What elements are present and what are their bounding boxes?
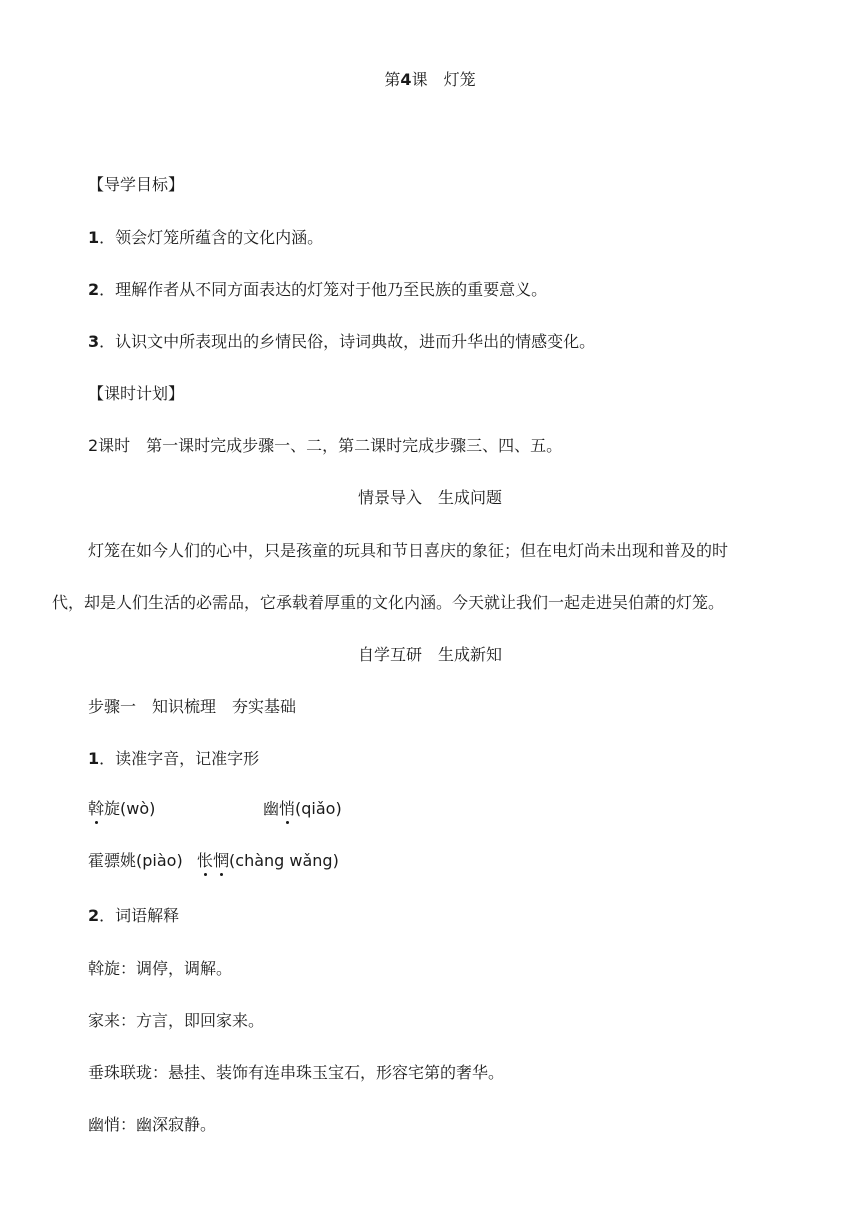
definition-item: 斡旋：调停，调解。 [88,959,233,978]
pronunciation-item: 怅惘(chàng wǎng) [197,851,339,870]
objective-item: 1．领会灯笼所蕴含的文化内涵。 [88,228,324,247]
pronunciation-item: 幽悄(qiǎo) [263,799,342,818]
objective-item: 3．认识文中所表现出的乡情民俗，诗词典故，进而升华出的情感变化。 [88,332,596,351]
definition-item: 垂珠联珑：悬挂、装饰有连串珠玉宝石，形容宅第的奢华。 [88,1063,505,1082]
objective-item: 2．理解作者从不同方面表达的灯笼对于他乃至民族的重要意义。 [88,280,548,299]
objectives-heading: 【导学目标】 [88,175,185,194]
plan-text: 2课时 第一课时完成步骤一、二，第二课时完成步骤三、四、五。 [88,436,563,455]
step-heading: 步骤一 知识梳理 夯实基础 [88,697,297,716]
intro-paragraph-line: 灯笼在如今人们的心中，只是孩童的玩具和节日喜庆的象征；但在电灯尚未出现和普及的时 [88,541,729,560]
definition-item: 幽悄：幽深寂静。 [88,1115,217,1134]
page-title: 第4课 灯笼 [384,70,476,89]
section-heading-intro: 情景导入 生成问题 [357,488,502,507]
definition-item: 家来：方言，即回家来。 [88,1011,265,1030]
question-heading: 1．读准字音，记准字形 [88,749,260,768]
question-heading: 2．词语解释 [88,906,180,925]
section-heading-selfstudy: 自学互研 生成新知 [357,645,502,664]
pronunciation-item: 斡旋(wò) [88,799,156,818]
intro-paragraph-line: 代，却是人们生活的必需品，它承载着厚重的文化内涵。今天就让我们一起走进吴伯萧的灯笼。 [52,593,725,612]
pronunciation-item: 霍骠姚(piào) [88,851,183,870]
plan-heading: 【课时计划】 [88,384,185,403]
